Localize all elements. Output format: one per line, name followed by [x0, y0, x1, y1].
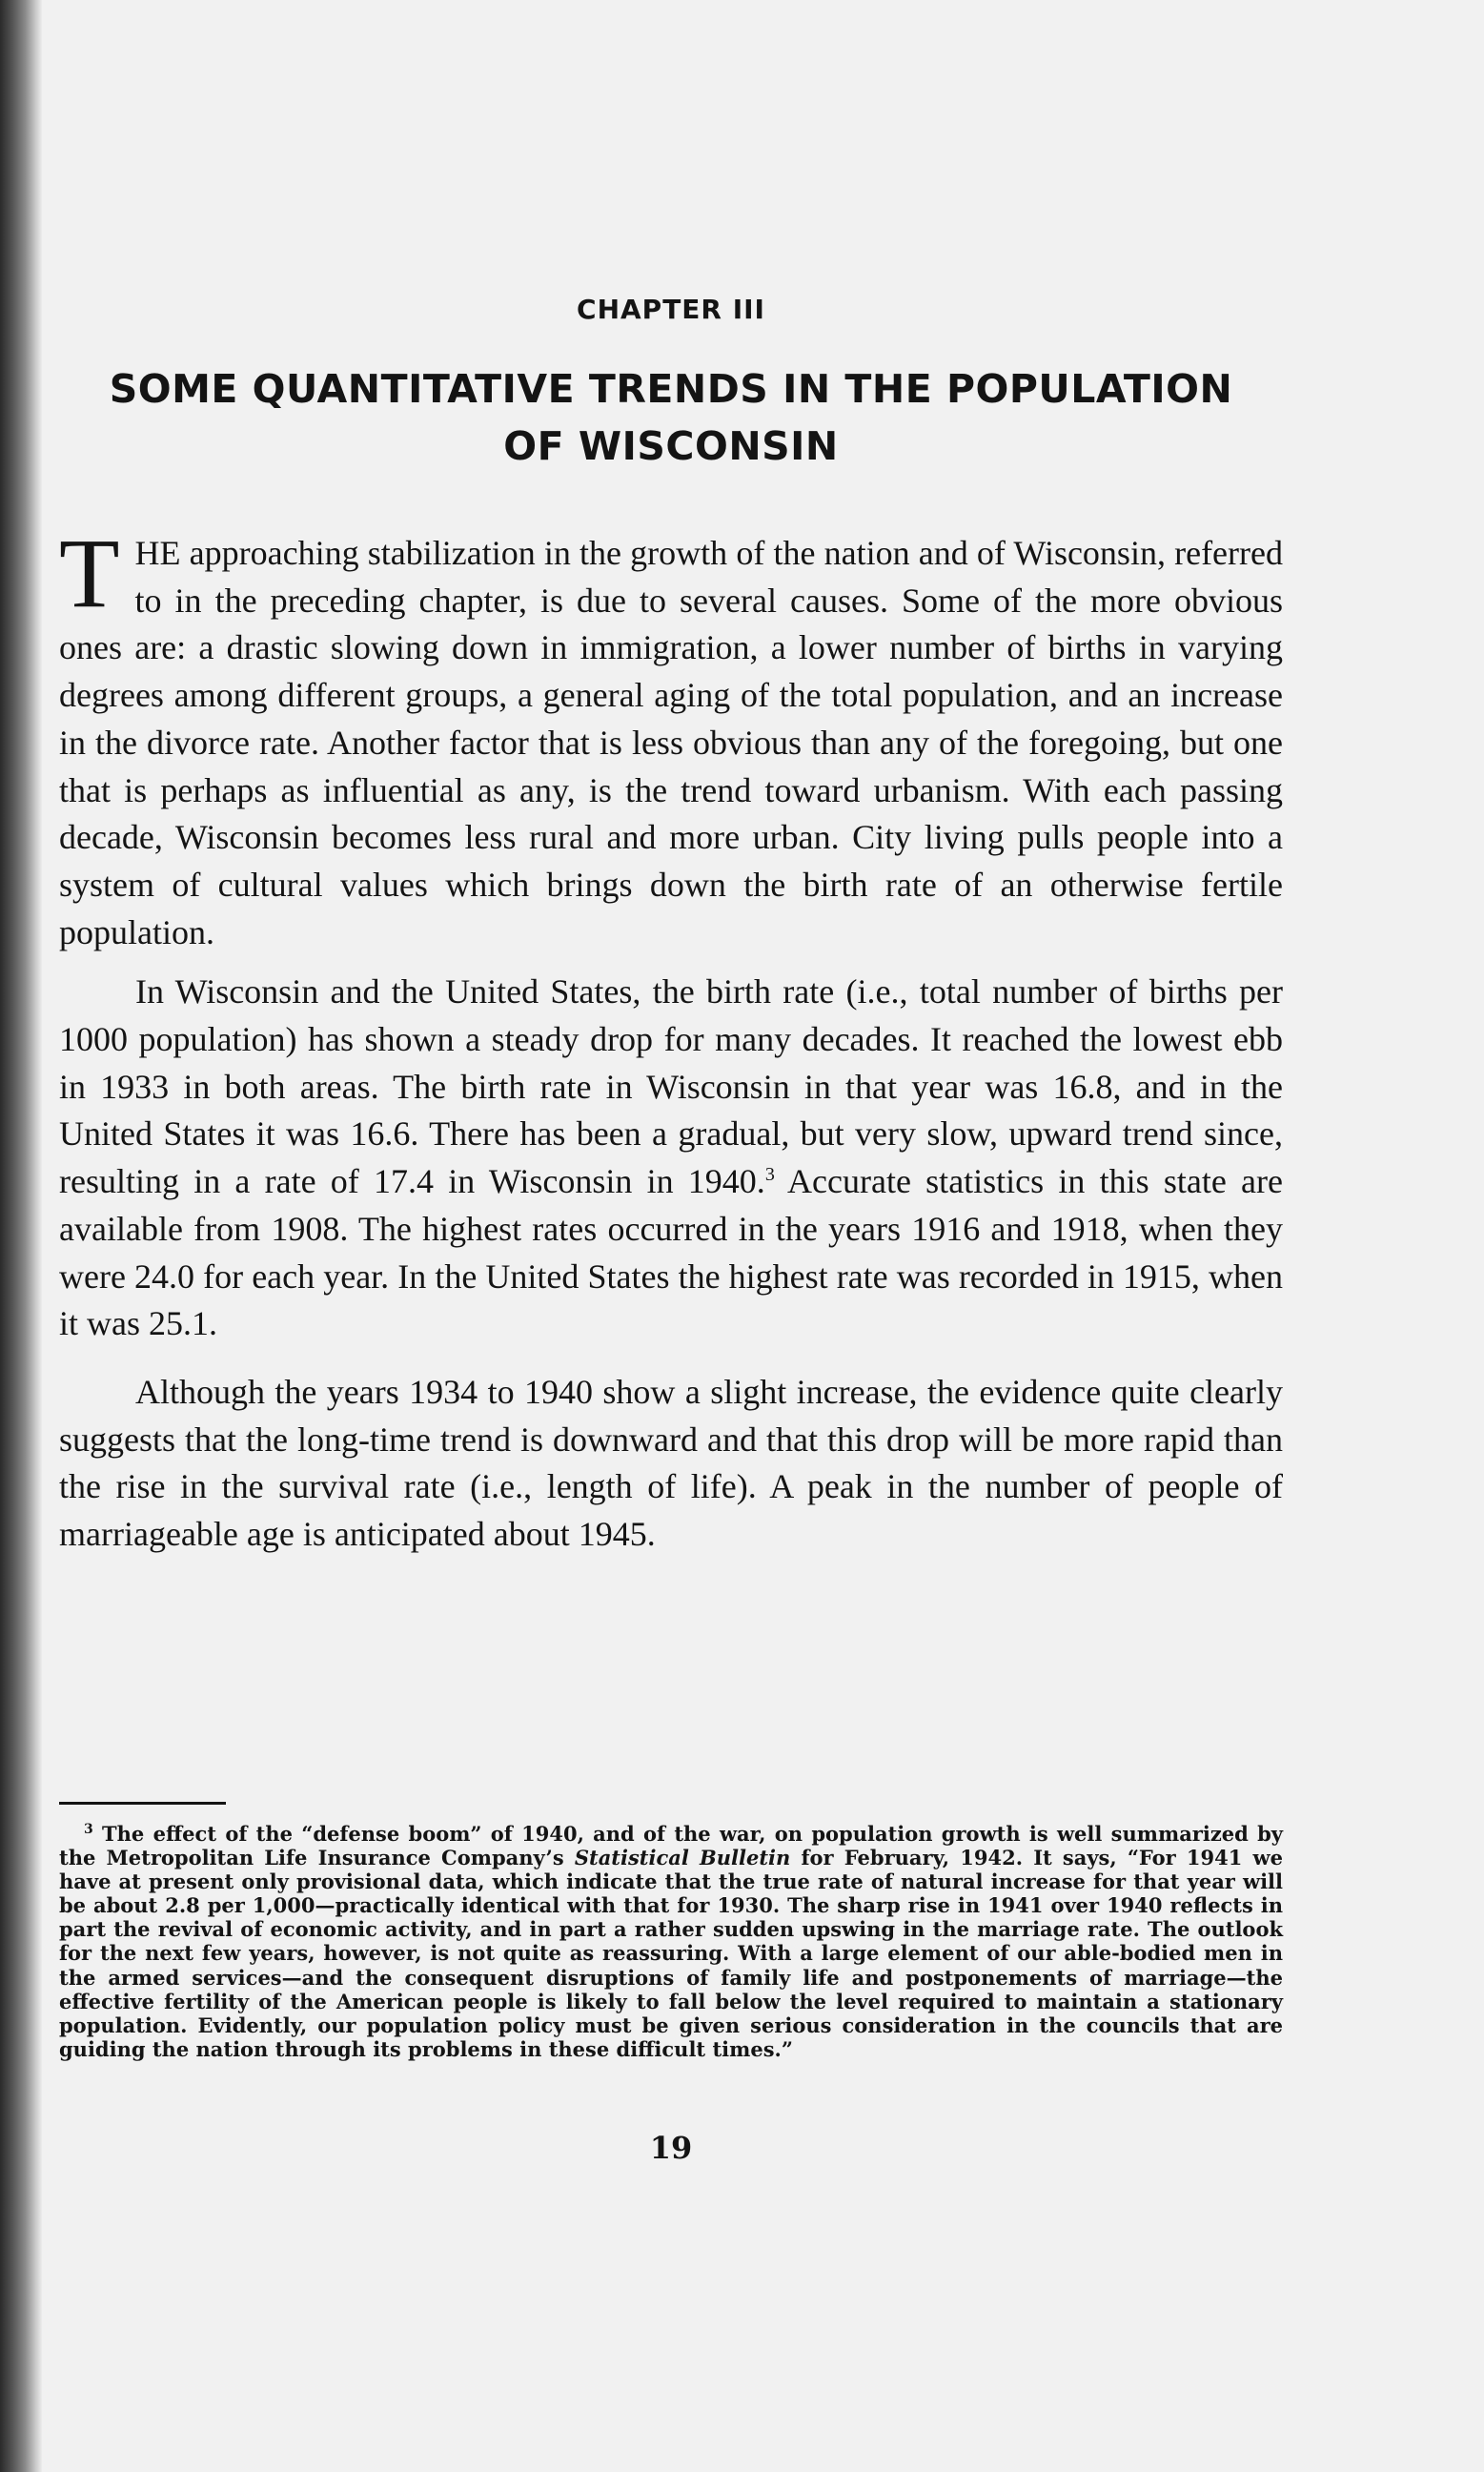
paragraph-1-text: HE approaching stabilization in the growth of the nation and of Wisconsin, referred to in the preceding chapter, is due to several causes. Some of the more obvious ones are: a drastic slowing down in immigration, a lower number of births in varying degrees among different groups, a general aging of the total population, and an increase in the divorce rate. Another factor that is less obvious than any of the foregoing, but one that is perhaps as influential as any, is the trend toward urbanism. With each passing decade, Wisconsin becomes less rural and more urban. City living pulls people into a system of cultural values which brings down the birth rate of an otherwise fertile population.: [59, 534, 1283, 951]
paragraph-3: [59, 1369, 1283, 1559]
chapter-title-line-2: OF WISCONSIN: [503, 423, 839, 469]
chapter-title: [59, 360, 1283, 475]
book-spine-shadow: [0, 0, 42, 2472]
paragraph-2-text-b: Accurate statistics in this state are available from 1908. The highest rates occurred in the years 1916 and 1918, when they were 24.0 for each year. In the United States the highest rate was recorded in 1915, when it was 25.1.: [59, 1162, 1284, 1343]
body-text: [59, 519, 1284, 1559]
chapter-label: CHAPTER III: [577, 294, 765, 325]
chapter-title-line-1: SOME QUANTITATIVE TRENDS IN THE POPULATION: [109, 366, 1233, 412]
page-number: 19: [649, 2130, 693, 2166]
paragraph-2-text-a: In Wisconsin and the United States, the birth rate (i.e., total number of births per 1000 population) has shown a steady drop for many decades. It reached the lowest ebb in 1933 in both areas. The birth rate in Wisconsin in that year was 16.8, and in the United States it was 16.6. There has been a gradual, but very slow, upward trend since, resulting in a rate of 17.4 in Wisconsin in 1940.: [59, 972, 1283, 1201]
footnote-marker: 3: [84, 1822, 93, 1837]
paragraph-1: [59, 519, 1283, 956]
book-page: [59, 0, 1283, 2472]
footnote: [59, 1822, 1283, 2061]
footnote-divider: [59, 1802, 226, 1805]
paragraph-2: [59, 969, 1283, 1348]
footnote-text-b: for February, 1942. It says, “For 1941 we have at present only provisional data, which indicate that the true rate of natural increase for that year will be about 2.8 per 1,000—practically identical with that for 1930. The sharp rise in 1941 over 1940 reflects in part the revival of economic activity, and in part a rather sudden upswing in the marriage rate. The outlook for the next few years, however, is not quite as reassuring. With a large element of our able-bodied men in the armed services—and the consequent disruptions of family life and postponements of marriage—the effective fertility of the American people is likely to fall below the level required to maintain a stationary population. Evidently, our population policy must be given serious consideration in the councils that are guiding the nation through its problems in these difficult times.”: [59, 1846, 1283, 2061]
drop-cap: T: [59, 519, 120, 628]
paragraph-3-text: Although the years 1934 to 1940 show a slight increase, the evidence quite clearly suggests that the long-time trend is downward and that this drop will be more rapid than the rise in the survival rate (i.e., length of life). A peak in the number of people of marriageable age is anticipated about 1945.: [59, 1372, 1283, 1554]
footnote-reference: 3: [764, 1164, 775, 1186]
footnote-text-a: The effect of the “defense boom” of 1940, and of the war, on population growth is well summarized by the Metropolitan Life Insurance Company’s: [59, 1822, 1283, 1870]
footnote-italic-title: Statistical Bulletin: [574, 1846, 791, 1870]
